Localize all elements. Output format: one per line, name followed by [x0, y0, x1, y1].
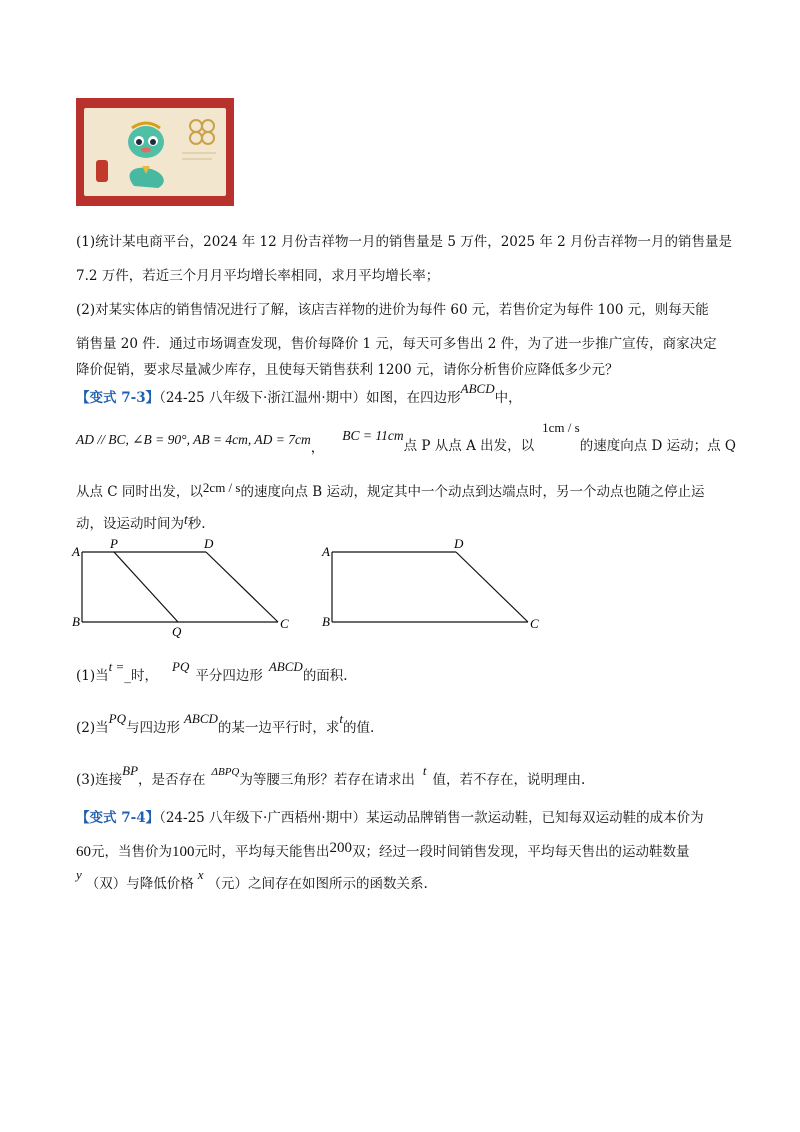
- part2-line3: 降价促销，要求尽量减少库存，且使每天销售获利 1200 元，请你分析售价应降低多少元？: [76, 362, 619, 378]
- figure-1: [71, 536, 289, 639]
- variant-7-4-l3a: （双）与降低价格: [85, 876, 194, 892]
- variant-7-4-l1: （24-25 八年级下·广西梧州·期中）某运动品牌销售一款运动鞋，已知每双运动鞋的成本价为: [159, 810, 704, 826]
- variant-7-3-mid2: 的速度向点 D 运动；点 Q: [579, 438, 736, 454]
- fig1-label-a: A: [72, 544, 80, 559]
- fig2-side-dc: [456, 552, 528, 622]
- variant-7-3-line3: [76, 482, 705, 502]
- quantity-200: 200: [329, 840, 352, 856]
- snake-mouth: [141, 148, 151, 153]
- variant-7-3-l3b: 的速度向点 B 运动，规定其中一个动点到达端点时，另一个动点也随之停止运: [240, 484, 705, 500]
- fig1-label-b: B: [72, 614, 80, 629]
- sub1-t: t =: [108, 659, 125, 674]
- sub2-a: (2)当: [76, 720, 109, 736]
- price-100: 100: [172, 844, 195, 860]
- deco-ring-1: [190, 120, 202, 132]
- sub3-c: 为等腰三角形？若存在请求出: [239, 772, 415, 788]
- part1-line2: 7.2 万件，若近三个月月平均增长率相同，求月平均增长率；: [76, 268, 440, 284]
- card-panel: [84, 108, 226, 196]
- variant-7-3-conditions: [76, 420, 736, 456]
- snake-pupil-left: [136, 139, 142, 145]
- variant-7-3-header: [76, 381, 522, 408]
- figure-2: [321, 536, 539, 631]
- variant-7-3-source: （24-25 八年级下·浙江温州·期中）如图，在四边形: [159, 390, 461, 406]
- sub3-b: ，是否存在: [138, 772, 206, 788]
- seal-stamp: [96, 160, 108, 182]
- variant-7-3-l3a: 从点 C 同时出发，以: [76, 484, 203, 500]
- fig2-label-b: B: [322, 614, 330, 629]
- variant-7-3-tag: 【变式 7-3】: [76, 390, 160, 406]
- variant-7-4-tag: 【变式 7-4】: [76, 810, 160, 826]
- variant-7-4-l2b: 元时，平均每天能售出: [194, 844, 330, 860]
- snake-pupil-right: [150, 139, 156, 145]
- variant-7-3-mid1: 点 P 从点 A 出发，以: [403, 438, 535, 454]
- deco-ring-4: [202, 132, 214, 144]
- sub1-d: 的面积.: [302, 668, 348, 684]
- sub1-pq: PQ: [172, 659, 190, 674]
- sub2-pq: PQ: [108, 711, 126, 726]
- sub3-t: t: [422, 763, 427, 778]
- snake-head: [128, 126, 164, 158]
- variant-7-4-line3: [76, 867, 428, 894]
- sub3-triangle: ΔBPQ: [211, 766, 240, 778]
- sub-question-1: [76, 659, 348, 686]
- fig1-label-c: C: [280, 616, 289, 631]
- part2-line1: (2)对某实体店的销售情况进行了解，该店吉祥物的进价为每件 60 元，若售价定为每件 100 元，则每天能: [76, 302, 709, 318]
- sub1-abcd: ABCD: [268, 659, 303, 674]
- sub1-a: (1)当: [76, 668, 109, 684]
- sub-question-2: [76, 711, 375, 738]
- fig1-label-p: P: [110, 536, 118, 551]
- time-var-t: t: [184, 512, 188, 527]
- sub-question-3: [76, 763, 586, 791]
- variant-7-4-line2: [76, 842, 690, 862]
- variant-7-4-l2a: 元，当售价为: [91, 844, 172, 860]
- sub2-abcd: ABCD: [183, 711, 218, 726]
- speed-p: 1cm / s: [542, 420, 580, 435]
- sub3-bp: BP: [122, 763, 139, 778]
- fig2-label-d: D: [454, 536, 464, 551]
- speed-q: 2cm / s: [202, 480, 241, 495]
- sub3-a: (3)连接: [76, 772, 123, 788]
- condition-comma: ，: [310, 440, 325, 456]
- deco-ring-2: [202, 120, 214, 132]
- sub1-b: _时，: [124, 668, 159, 684]
- fig1-label-q: Q: [172, 624, 182, 639]
- fig1-label-d: D: [204, 536, 214, 551]
- variant-7-4-l2c: 双；经过一段时间销售发现，平均每天售出的运动鞋数量: [352, 844, 690, 860]
- sub2-b: 与四边形: [125, 720, 180, 736]
- fig2-label-a: A: [322, 544, 330, 559]
- condition-formula: AD // BC, ∠B = 90°, AB = 4cm, AD = 7cm: [76, 432, 311, 447]
- part1-line1: (1)统计某电商平台，2024 年 12 月份吉祥物一月的销售量是 5 万件，2025 年 2 月份吉祥物一月的销售量是: [76, 234, 733, 250]
- quadrilateral-figures: [60, 532, 580, 644]
- sub1-c: 平分四边形: [195, 668, 263, 684]
- fig1-segment-pq: [114, 552, 178, 622]
- sub3-d: 值，若不存在，说明理由.: [432, 772, 586, 788]
- snake-mascot-illustration: [84, 108, 226, 196]
- variant-7-3-zhong: 中，: [494, 390, 522, 406]
- sub2-c: 的某一边平行时，求: [217, 720, 340, 736]
- var-x: x: [197, 867, 204, 882]
- cost-60: 60: [76, 844, 91, 860]
- deco-line-1: [182, 152, 216, 154]
- sub2-d: 的值.: [343, 720, 375, 736]
- mascot-card-image: [76, 98, 234, 206]
- quad-abcd-label: ABCD: [460, 381, 495, 396]
- deco-line-2: [182, 158, 212, 160]
- variant-7-3-line4: [76, 514, 206, 534]
- sub2-t: t: [339, 711, 344, 726]
- deco-ring-3: [190, 132, 202, 144]
- variant-7-4-line1: [76, 808, 704, 828]
- variant-7-4-l3b: （元）之间存在如图所示的函数关系.: [207, 876, 428, 892]
- variant-7-3-l4a: 动，设运动时间为: [76, 516, 184, 532]
- var-y: y: [76, 867, 82, 882]
- fig2-label-c: C: [530, 616, 539, 631]
- part2-line2: 销售量 20 件．通过市场调查发现，售价每降价 1 元，每天可多售出 2 件，为了进一步推广宣传，商家决定: [76, 336, 717, 352]
- variant-7-3-l4b: 秒.: [187, 516, 206, 532]
- bc-length: BC = 11cm: [342, 428, 404, 443]
- fig1-side-dc: [206, 552, 278, 622]
